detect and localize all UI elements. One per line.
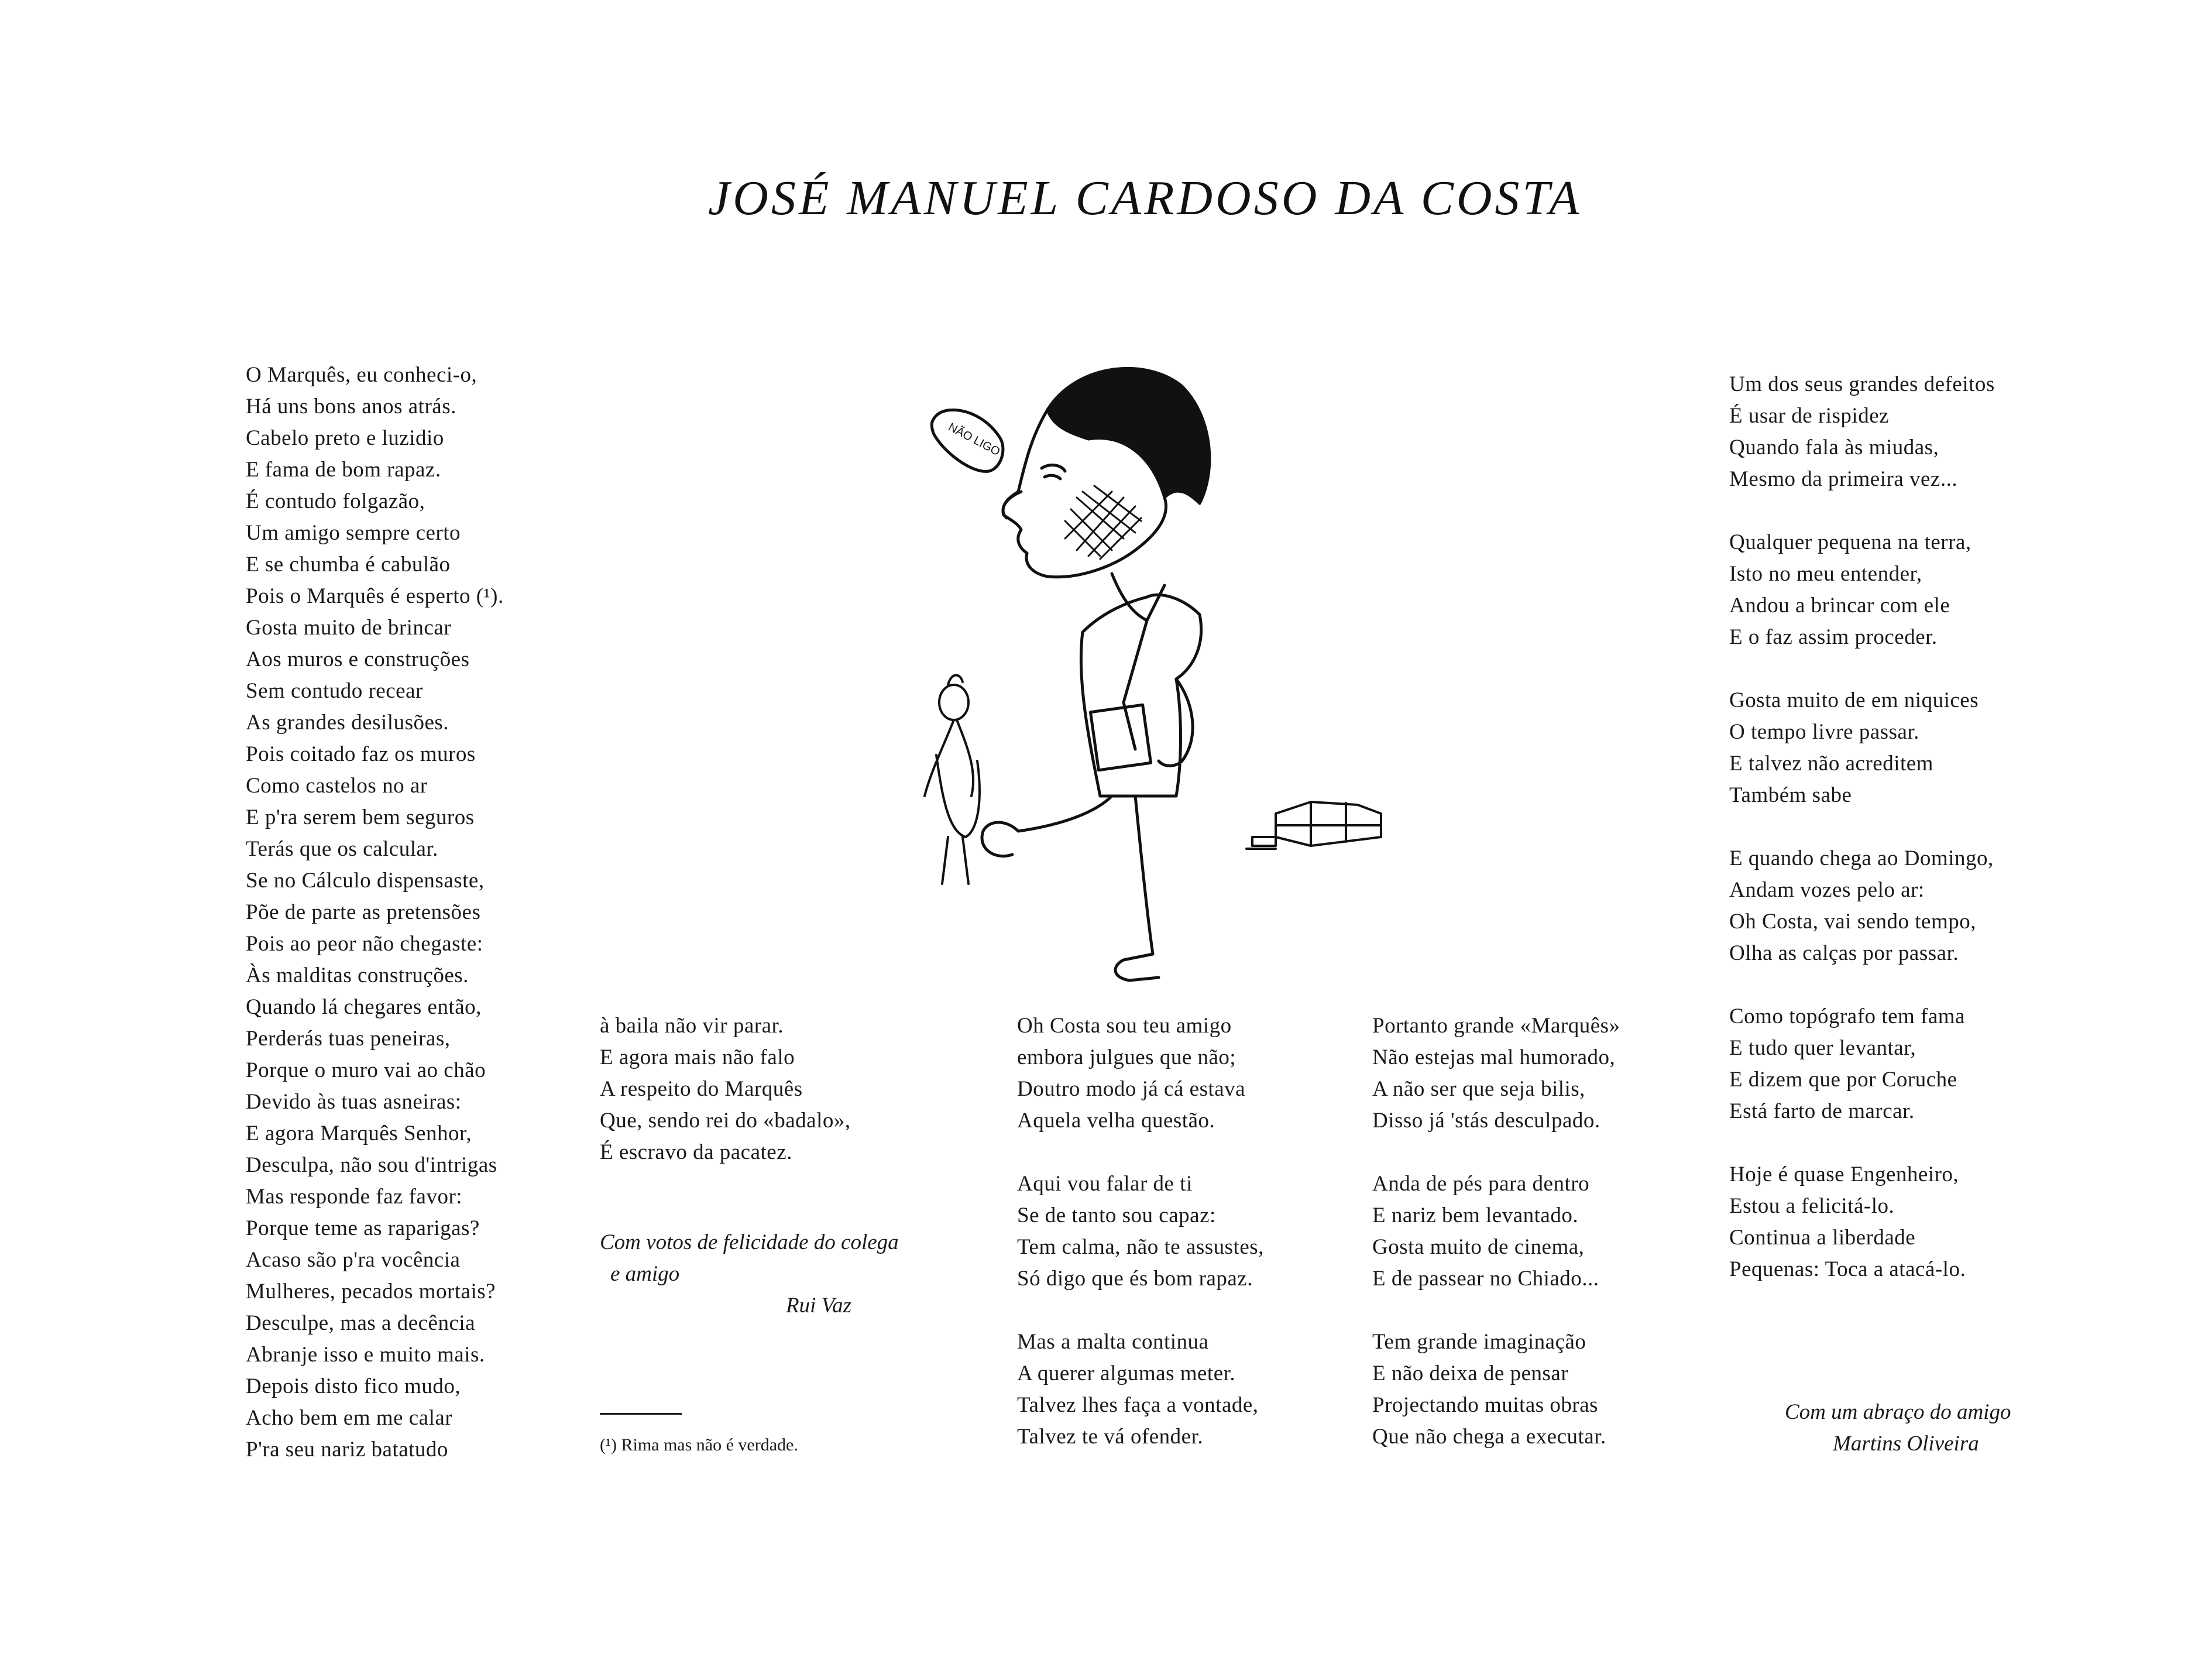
poem-line: Abranje isso e muito mais.	[246, 1343, 485, 1367]
poem-line: Devido às tuas asneiras:	[246, 1090, 462, 1114]
stanza	[1729, 1001, 1995, 1127]
hair	[1047, 368, 1210, 503]
footnote-divider	[600, 1413, 682, 1415]
poem-line: Mesmo da primeira vez...	[1729, 467, 1958, 491]
stanza	[1729, 843, 1995, 969]
poem-line: Qualquer pequena na terra,	[1729, 530, 1971, 554]
poem-line: Tem grande imaginação	[1372, 1330, 1586, 1354]
poem-line: Mas a malta continua	[1017, 1330, 1209, 1354]
poem-line: Que não chega a executar.	[1372, 1425, 1606, 1449]
poem-line: P'ra seu nariz batatudo	[246, 1438, 448, 1462]
poem-line: Portanto grande «Marquês»	[1372, 1014, 1620, 1038]
poem-line: Como castelos no ar	[246, 774, 428, 798]
poem-line: E quando chega ao Domingo,	[1729, 846, 1994, 870]
poem-line: Às malditas construções.	[246, 963, 469, 987]
signature-martins-oliveira	[1785, 1397, 2011, 1460]
signature-line: Com um abraço do amigo	[1785, 1400, 2011, 1424]
poem-line: Aqui vou falar de ti	[1017, 1172, 1193, 1196]
caricature-illustration	[901, 351, 1428, 995]
poem-line: É escravo da pacatez.	[600, 1140, 792, 1164]
poem-line: Cabelo preto e luzidio	[246, 426, 444, 450]
poem-line: Anda de pés para dentro	[1372, 1172, 1590, 1196]
poem-line: Depois disto fico mudo,	[246, 1374, 461, 1398]
poem-column-5	[1729, 369, 1995, 1285]
poem-line: E de passear no Chiado...	[1372, 1267, 1599, 1291]
poem-line: à baila não vir parar.	[600, 1014, 784, 1038]
poem-line: E talvez não acreditem	[1729, 752, 1933, 776]
page-title: JOSÉ MANUEL CARDOSO DA COSTA	[708, 171, 1582, 225]
small-wall	[1246, 802, 1381, 849]
poem-line: Isto no meu entender,	[1729, 562, 1922, 586]
poem-line: E dizem que por Coruche	[1729, 1068, 1957, 1092]
poem-line: Se de tanto sou capaz:	[1017, 1203, 1216, 1227]
poem-column-2	[600, 1010, 851, 1168]
poem-line: Acho bem em me calar	[246, 1406, 453, 1430]
poem-line: Andou a brincar com ele	[1729, 594, 1950, 618]
poem-line: Olha as calças por passar.	[1729, 941, 1959, 965]
poem-line: O tempo livre passar.	[1729, 720, 1919, 744]
poem-line: Que, sendo rei do «badalo»,	[600, 1109, 851, 1133]
poem-line: E o faz assim proceder.	[1729, 625, 1938, 649]
stanza	[1372, 1168, 1620, 1295]
stanza	[1729, 527, 1995, 653]
poem-line: Andam vozes pelo ar:	[1729, 878, 1925, 902]
poem-line: Oh Costa sou teu amigo	[1017, 1014, 1232, 1038]
nose	[1003, 492, 1021, 518]
stanza	[1017, 1168, 1264, 1295]
poem-line: A querer algumas meter.	[1017, 1361, 1236, 1385]
poem-line: Está farto de marcar.	[1729, 1099, 1915, 1123]
stanza	[1729, 369, 1995, 495]
poem-line: É usar de rispidez	[1729, 404, 1890, 428]
poem-line: Aquela velha questão.	[1017, 1109, 1215, 1133]
poem-line: Aos muros e construções	[246, 647, 470, 671]
poem-line: Porque o muro vai ao chão	[246, 1058, 486, 1082]
leg-standing	[1115, 796, 1159, 980]
poem-line: Disso já 'stás desculpado.	[1372, 1109, 1600, 1133]
poem-line: E p'ra serem bem seguros	[246, 805, 475, 829]
leg-kicking	[982, 796, 1112, 856]
poem-line: Pois ao peor não chegaste:	[246, 932, 483, 956]
stanza	[1372, 1326, 1620, 1453]
poem-line: Desculpe, mas a decência	[246, 1311, 476, 1335]
poem-line: embora julgues que não;	[1017, 1045, 1236, 1069]
poem-line: Não estejas mal humorado,	[1372, 1045, 1616, 1069]
poem-line: As grandes desilusões.	[246, 711, 449, 735]
stanza	[1017, 1010, 1264, 1137]
poem-line: Talvez te vá ofender.	[1017, 1425, 1204, 1449]
poem-line: Gosta muito de em niquices	[1729, 688, 1979, 712]
arm	[1159, 679, 1193, 766]
poem-line: Desculpa, não sou d'intrigas	[246, 1153, 497, 1177]
poem-line: E nariz bem levantado.	[1372, 1203, 1579, 1227]
poem-line: Tem calma, não te assustes,	[1017, 1235, 1264, 1259]
signature-line: Com votos de felicidade do colega	[600, 1230, 899, 1254]
poem-line: Um dos seus grandes defeitos	[1729, 372, 1995, 396]
poem-line: E fama de bom rapaz.	[246, 458, 441, 482]
poem-line: Acaso são p'ra vocência	[246, 1248, 461, 1272]
poem-line: Quando fala às miudas,	[1729, 435, 1939, 459]
poem-line: Há uns bons anos atrás.	[246, 395, 456, 419]
poem-line: Oh Costa, vai sendo tempo,	[1729, 910, 1977, 934]
poem-line: Continua a liberdade	[1729, 1226, 1916, 1250]
poem-column-1	[246, 359, 504, 1466]
poem-line: Pequenas: Toca a atacá-lo.	[1729, 1257, 1966, 1281]
signature-rui-vaz	[600, 1227, 899, 1322]
poem-line: Pois o Marquês é esperto (¹).	[246, 584, 504, 608]
poem-column-3	[1017, 1010, 1264, 1453]
poem-line: Perderás tuas peneiras,	[246, 1027, 451, 1051]
poem-line: Só digo que és bom rapaz.	[1017, 1267, 1253, 1291]
poem-line: E se chumba é cabulão	[246, 553, 451, 577]
woman-figure	[925, 675, 980, 884]
stanza	[1372, 1010, 1620, 1137]
poem-line: Pois coitado faz os muros	[246, 742, 476, 766]
poem-line: Projectando muitas obras	[1372, 1393, 1599, 1417]
poem-line: Mas responde faz favor:	[246, 1185, 463, 1209]
poem-line: Quando lá chegares então,	[246, 995, 482, 1019]
poem-line: Hoje é quase Engenheiro,	[1729, 1162, 1959, 1186]
poem-line: É contudo folgazão,	[246, 489, 425, 513]
poem-line: Talvez lhes faça a vontade,	[1017, 1393, 1259, 1417]
poem-line: Doutro modo já cá estava	[1017, 1077, 1246, 1101]
poem-line: A não ser que seja bilis,	[1372, 1077, 1585, 1101]
stubble	[1065, 486, 1141, 559]
stanza	[1729, 685, 1995, 811]
poem-line: E agora mais não falo	[600, 1045, 795, 1069]
poem-line: E não deixa de pensar	[1372, 1361, 1569, 1385]
poem-line: E agora Marquês Senhor,	[246, 1121, 472, 1145]
signature-name: Rui Vaz	[786, 1294, 852, 1318]
poem-line: Se no Cálculo dispensaste,	[246, 869, 485, 893]
poem-line: Também sabe	[1729, 783, 1852, 807]
footnote: (¹) Rima mas não é verdade.	[600, 1435, 798, 1455]
stanza	[1729, 1159, 1995, 1285]
poem-line: Como topógrafo tem fama	[1729, 1004, 1965, 1028]
book	[1090, 705, 1150, 770]
poem-line: O Marquês, eu conheci-o,	[246, 363, 478, 387]
collar	[1112, 574, 1165, 620]
poem-line: Terás que os calcular.	[246, 837, 438, 861]
poem-line: Põe de parte as pretensões	[246, 900, 481, 924]
poem-line: Sem contudo recear	[246, 679, 423, 703]
poem-column-4	[1372, 1010, 1620, 1453]
signature-line: e amigo	[610, 1262, 680, 1286]
signature-name: Martins Oliveira	[1833, 1432, 1979, 1456]
poem-line: Mulheres, pecados mortais?	[246, 1280, 496, 1304]
poem-line: Porque teme as raparigas?	[246, 1216, 480, 1240]
poem-line: Gosta muito de brincar	[246, 616, 452, 640]
poem-line: Um amigo sempre certo	[246, 521, 461, 545]
poem-line: E tudo quer levantar,	[1729, 1036, 1916, 1060]
poem-line: Estou a felicitá-lo.	[1729, 1194, 1895, 1218]
speech-text: NÃO LIGO	[946, 420, 1002, 459]
stanza	[1017, 1326, 1264, 1453]
poem-line: A respeito do Marquês	[600, 1077, 803, 1101]
eye	[1042, 465, 1065, 471]
poem-line: Gosta muito de cinema,	[1372, 1235, 1585, 1259]
